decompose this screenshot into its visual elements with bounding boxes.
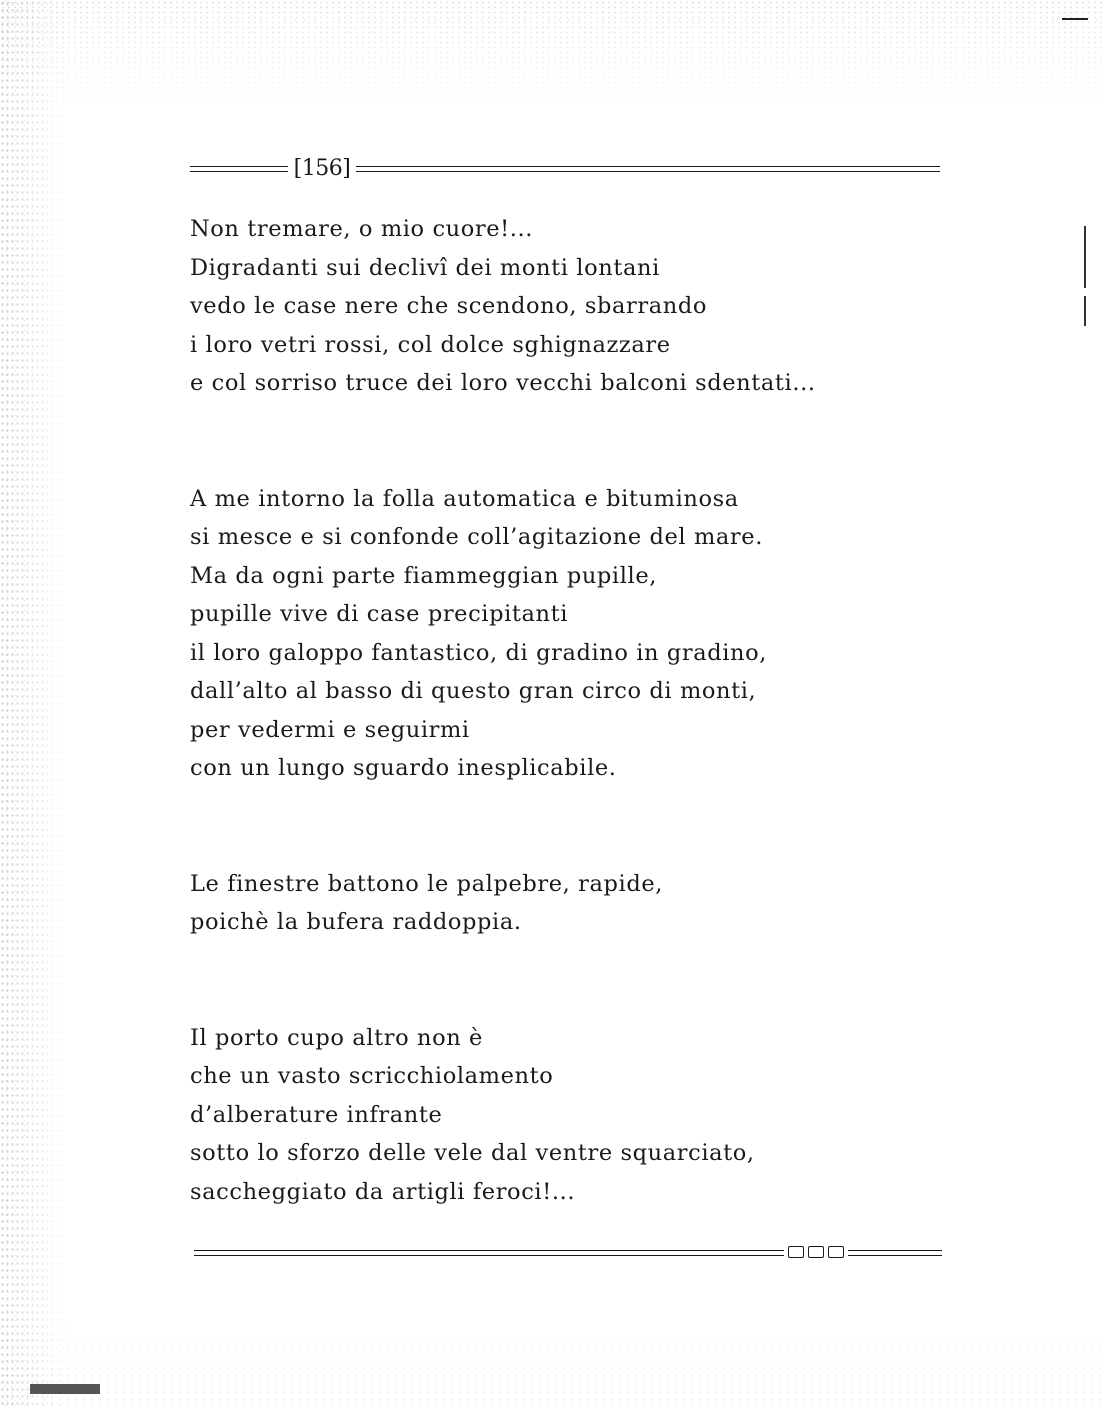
poem-line: per vedermi e seguirmi [190, 716, 470, 743]
poem-line: con un lungo sguardo inesplicabile. [190, 755, 617, 781]
stanza [190, 1019, 950, 1212]
poem-line: poichè la bufera raddoppia. [190, 909, 522, 935]
poem-line: si mesce e si confonde coll’agitazione del mare. [190, 524, 763, 550]
three-square-ornament-icon [788, 1246, 844, 1260]
ornament-square [808, 1246, 824, 1258]
poem-line: Ma da ogni parte fiammeggian pupille, [190, 562, 657, 589]
poem-line: dall’alto al basso di questo gran circo di monti, [190, 678, 757, 704]
ornament-square [828, 1246, 844, 1258]
poem-line: pupille vive di case precipitanti [190, 601, 569, 627]
poem-line: sotto lo sforzo delle vele dal ventre squarciato, [190, 1140, 755, 1166]
scan-mark [1084, 296, 1086, 326]
page-footer [194, 1244, 942, 1264]
stanza [190, 480, 950, 788]
poem-line: saccheggiato da artigli feroci!... [190, 1178, 576, 1205]
poem-line: vedo le case nere che scendono, sbarrando [190, 293, 707, 319]
poem-body [190, 210, 950, 1211]
header-rule-right [356, 166, 940, 172]
page-header [190, 154, 940, 184]
stanza [190, 210, 950, 403]
header-rule-left [190, 166, 288, 172]
poem-line: Digradanti sui declivî dei monti lontani [190, 254, 660, 281]
poem-line: che un vasto scricchiolamento [190, 1063, 554, 1089]
poem-line: i loro vetri rossi, col dolce sghignazzare [190, 331, 671, 358]
poem-line: A me intorno la folla automatica e bituminosa [190, 485, 739, 512]
scan-noise-left [0, 0, 70, 1408]
stanza [190, 865, 950, 942]
scan-mark [1084, 226, 1086, 288]
footer-rule-right [848, 1250, 942, 1256]
ornament-square [788, 1246, 804, 1258]
poem-line: Le finestre battono le palpebre, rapide, [190, 870, 663, 897]
poem-line: Il porto cupo altro non è [190, 1024, 483, 1051]
poem-line: Non tremare, o mio cuore!... [190, 216, 534, 242]
scan-noise-top [0, 0, 1104, 110]
poem-line: d’alberature infrante [190, 1101, 443, 1128]
page-number: [156] [293, 156, 351, 181]
footer-rule-left [194, 1250, 784, 1256]
poem-line: il loro galoppo fantastico, di gradino in gradino, [190, 639, 768, 666]
poem-line: e col sorriso truce dei loro vecchi balconi sdentati... [190, 370, 816, 396]
scan-noise-bottom [0, 1318, 1104, 1408]
scan-smudge [30, 1384, 100, 1394]
scan-mark [1062, 18, 1088, 20]
